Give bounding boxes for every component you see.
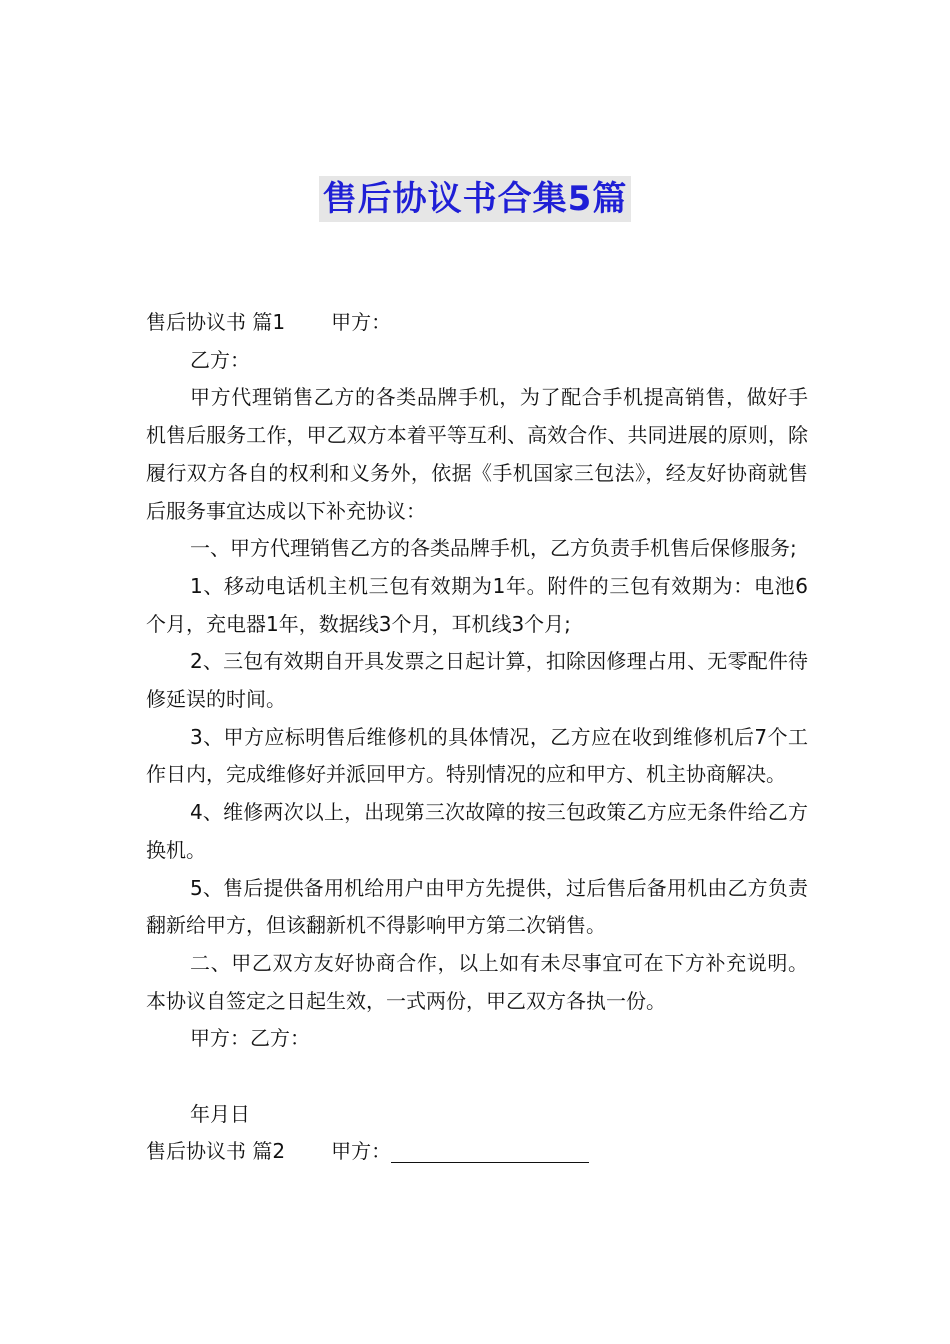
paragraph: 甲方代理销售乙方的各类品牌手机，为了配合手机提高销售，做好手机售后服务工作，甲乙双方本着平等互利、高效合作、共同进展的原则，除履行双方各自的权利和义务外，依据《手机国家三包法》，经友好协商就售后服务事宜达成以下补充协议： bbox=[146, 385, 808, 523]
section1-party-a: 甲方： bbox=[331, 310, 392, 334]
title-container bbox=[0, 176, 950, 222]
paragraph: 1、移动电话机主机三包有效期为1年。附件的三包有效期为：电池6个月，充电器1年，数据线3个月，耳机线3个月; bbox=[146, 573, 808, 636]
section2-party-a: 甲方： bbox=[331, 1139, 392, 1164]
section2-heading: 售后协议书 篇2 bbox=[146, 1139, 286, 1164]
paragraph: 3、甲方应标明售后维修机的具体情况，乙方应在收到维修机后7个工作日内，完成维修好并派回甲方。特别情况的应和甲方、机主协商解决。 bbox=[146, 724, 808, 787]
paragraph: 二、甲乙双方友好协商合作，以上如有未尽事宜可在下方补充说明。本协议自签定之日起生效，一式两份，甲乙双方各执一份。 bbox=[146, 950, 808, 1013]
paragraph: 2、三包有效期自开具发票之日起计算，扣除因修理占用、无零配件待修延误的时间。 bbox=[146, 649, 808, 712]
paragraph: 5、售后提供备用机给用户由甲方先提供，过后售后备用机由乙方负责翻新给甲方，但该翻新机不得影响甲方第二次销售。 bbox=[146, 875, 808, 938]
section1-party-b: 乙方： bbox=[190, 347, 250, 372]
document-title: 售后协议书合集5篇 bbox=[319, 176, 632, 222]
signature-line: 甲方：乙方： bbox=[190, 1026, 310, 1051]
party-a-blank-field bbox=[391, 1140, 589, 1163]
document-body bbox=[146, 304, 808, 1171]
section1-heading: 售后协议书 篇1 bbox=[146, 310, 286, 334]
section1-heading-line bbox=[146, 304, 808, 342]
paragraph: 一、甲方代理销售乙方的各类品牌手机，乙方负责手机售后保修服务; bbox=[190, 536, 797, 561]
paragraph: 4、维修两次以上，出现第三次故障的按三包政策乙方应无条件给乙方换机。 bbox=[146, 800, 808, 862]
spacer bbox=[146, 1058, 808, 1096]
date-line: 年月日 bbox=[190, 1101, 250, 1126]
section2-heading-line bbox=[146, 1133, 808, 1171]
